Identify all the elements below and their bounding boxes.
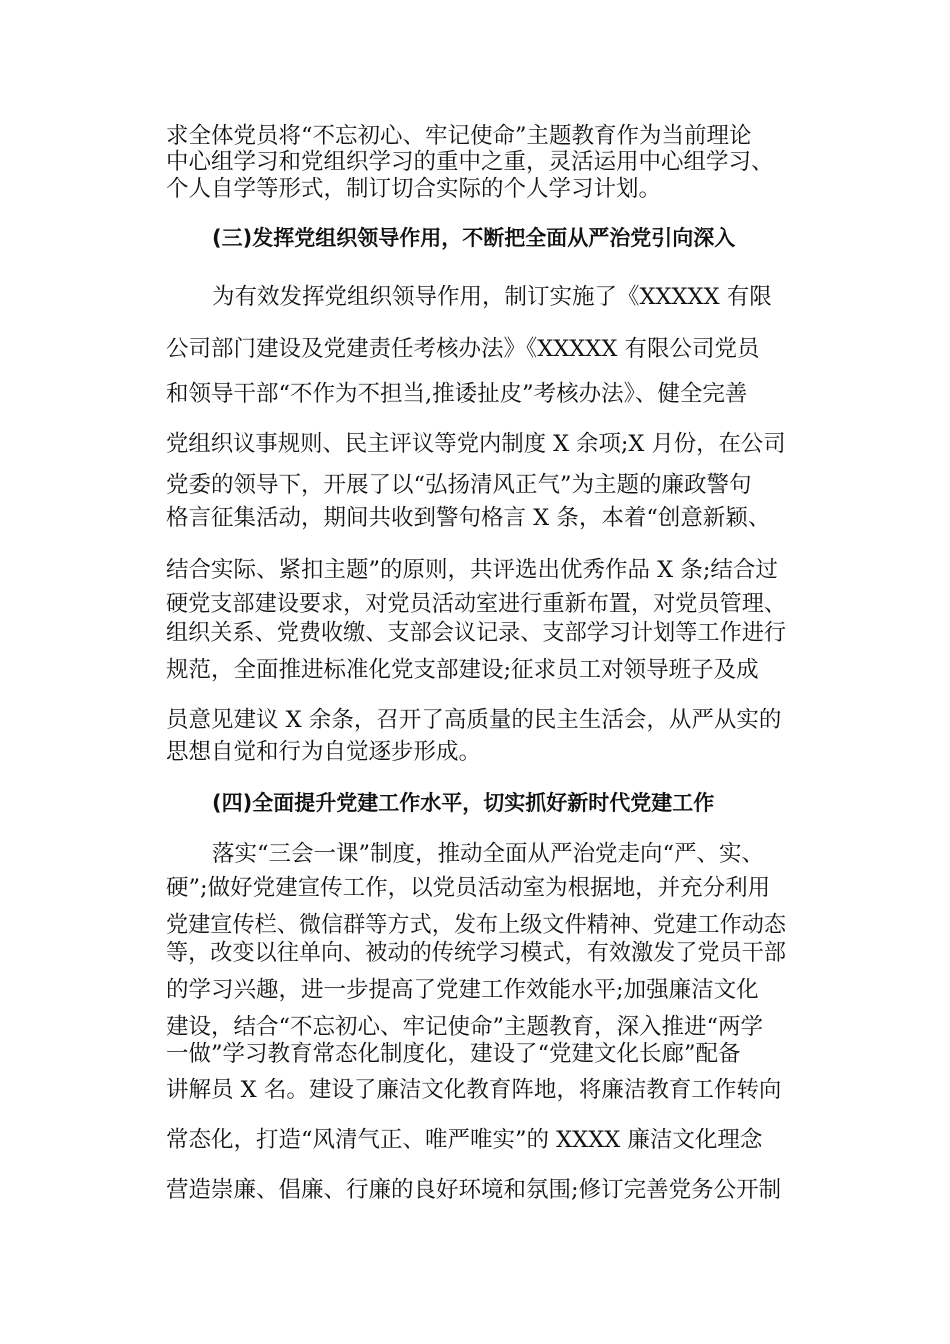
- paragraph-2-line-7: 结合实际、紧扣主题”的原则，共评选出优秀作品 X 条;结合过: [166, 557, 778, 583]
- paragraph-2-line-4: 党组织议事规则、民主评议等党内制度 X 余项;X 月份，在公司: [166, 431, 786, 457]
- paragraph-3-line-2: 硬”;做好党建宣传工作，以党员活动室为根据地，并充分利用: [166, 875, 771, 901]
- paragraph-2-line-10: 规范，全面推进标准化党支部建设;征求员工对领导班子及成: [166, 657, 759, 683]
- paragraph-1-line-1: 求全体党员将“不忘初心、牢记使命”主题教育作为当前理论: [166, 123, 752, 149]
- paragraph-3-line-9: 常态化，打造“风清气正、唯严唯实”的 XXXX 廉洁文化理念: [166, 1127, 763, 1153]
- paragraph-3-line-4: 等，改变以往单向、被动的传统学习模式，有效激发了党员干部: [166, 940, 787, 966]
- paragraph-3-line-6: 建设，结合“不忘初心、牢记使命”主题教育，深入推进“两学: [166, 1014, 764, 1040]
- paragraph-2-line-12: 思想自觉和行为自觉逐步形成。: [166, 739, 482, 765]
- paragraph-2-line-1: 为有效发挥党组织领导作用，制订实施了《XXXXX 有限: [212, 284, 772, 310]
- paragraph-2-line-8: 硬党支部建设要求，对党员活动室进行重新布置，对党员管理、: [166, 591, 787, 617]
- section-heading-3: (三)发挥党组织领导作用，不断把全面从严治党引向深入: [212, 226, 736, 250]
- paragraph-2-line-9: 组织关系、党费收缴、支部会议记录、支部学习计划等工作进行: [166, 620, 787, 646]
- paragraph-2-line-6: 格言征集活动，期间共收到警句格言 X 条，本着“创意新颖、: [166, 505, 771, 531]
- paragraph-1-line-3: 个人自学等形式，制订切合实际的个人学习计划。: [166, 176, 662, 202]
- paragraph-3-line-10: 营造崇廉、倡廉、行廉的良好环境和氛围;修订完善党务公开制: [166, 1177, 782, 1203]
- paragraph-2-line-11: 员意见建议 X 余条，召开了高质量的民主生活会，从严从实的: [166, 707, 782, 733]
- paragraph-1-line-2: 中心组学习和党组织学习的重中之重，灵活运用中心组学习、: [166, 149, 774, 175]
- paragraph-3-line-5: 的学习兴趣，进一步提高了党建工作效能水平;加强廉洁文化: [166, 977, 759, 1003]
- paragraph-3-line-7: 一做”学习教育常态化制度化，建设了“党建文化长廊”配备: [166, 1041, 741, 1067]
- paragraph-3-line-1: 落实“三会一课”制度，推动全面从严治党走向“严、实、: [212, 841, 765, 867]
- paragraph-3-line-3: 党建宣传栏、微信群等方式，发布上级文件精神、党建工作动态: [166, 912, 787, 938]
- paragraph-2-line-2: 公司部门建设及党建责任考核办法》《XXXXX 有限公司党员: [166, 336, 760, 362]
- paragraph-3-line-8: 讲解员 X 名。建设了廉洁文化教育阵地，将廉洁教育工作转向: [166, 1077, 782, 1103]
- paragraph-2-line-5: 党委的领导下，开展了以“弘扬清风正气”为主题的廉政警句: [166, 472, 752, 498]
- paragraph-2-line-3: 和领导干部“不作为不担当,推诿扯皮”考核办法》、健全完善: [166, 381, 748, 407]
- section-heading-4: (四)全面提升党建工作水平，切实抓好新时代党建工作: [212, 791, 715, 815]
